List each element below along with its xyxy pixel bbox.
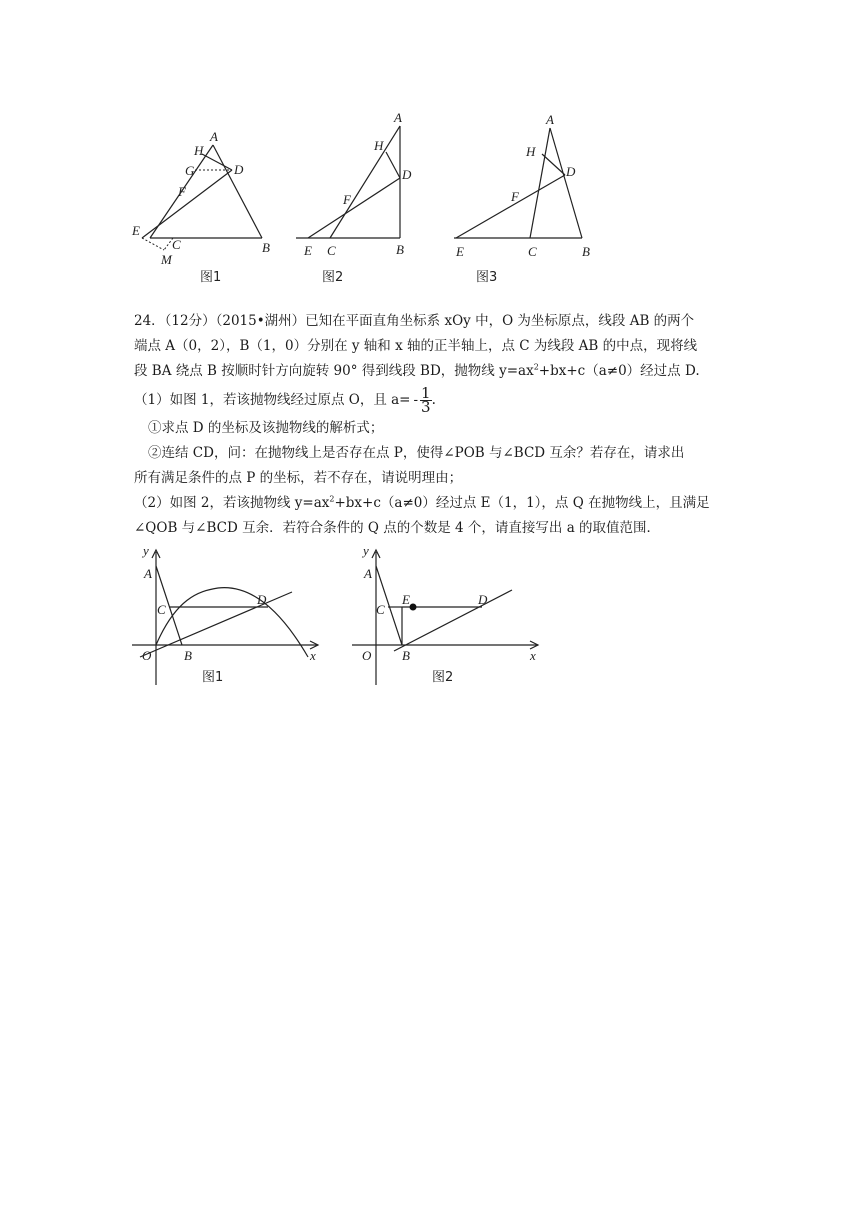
- label-y: y: [143, 543, 149, 558]
- top-figure-1: [128, 128, 278, 288]
- label-m: M: [161, 252, 172, 267]
- top-figure-2-svg: [290, 108, 420, 288]
- segment-ab-right: [213, 145, 262, 238]
- label-c: C: [157, 602, 166, 617]
- label-f: F: [343, 192, 351, 207]
- label-h: H: [526, 144, 536, 159]
- part-2-line-2: ∠QOB 与∠BCD 互余．若符合条件的 Q 点的个数是 4 个，请直接写出 a 的取值范围．: [134, 520, 661, 536]
- label-c: C: [528, 244, 537, 259]
- segment-hd: [202, 154, 232, 170]
- problem-text: [134, 309, 740, 541]
- segment-ed: [142, 170, 232, 238]
- label-c: C: [172, 237, 181, 252]
- label-d: D: [566, 164, 576, 179]
- label-c: C: [327, 243, 336, 258]
- sub-question-2-line-1: ②连结 CD，问：在抛物线上是否存在点 P，使得∠POB 与∠BCD 互余？若存在，请求出: [148, 445, 685, 461]
- line-bd: [394, 590, 512, 651]
- bottom-figure-2-svg: [348, 544, 548, 694]
- segment-ed: [456, 175, 565, 238]
- sub-question-1: ①求点 D 的坐标及该抛物线的解析式；: [148, 420, 384, 436]
- segment-hd: [386, 152, 400, 178]
- segment-ed: [308, 178, 400, 238]
- label-f: F: [178, 184, 186, 199]
- label-d: D: [478, 592, 488, 607]
- top-figure-3-svg: [448, 112, 608, 288]
- part-1-line: （1）如图 1，若该抛物线经过原点 O，且 a= - $\frac{1}{3}$ .: [134, 384, 436, 416]
- label-d: D: [257, 592, 267, 607]
- label-y: y: [363, 543, 369, 558]
- label-o: O: [362, 648, 372, 663]
- label-b: B: [184, 648, 192, 663]
- part-2-line-1: （2）如图 2，若该抛物线 $y=ax^2+bx+c(a\ne 0)$经过点 E（1，1），点 Q 在抛物线上，且满足: [134, 494, 710, 511]
- segment-hd: [542, 154, 565, 175]
- label-f: F: [511, 189, 519, 204]
- caption: 图2: [432, 670, 454, 685]
- caption: 图3: [476, 270, 498, 285]
- label-d: D: [234, 162, 244, 177]
- label-h: H: [194, 143, 204, 158]
- segment-ab: [330, 126, 400, 238]
- label-e: E: [402, 592, 410, 607]
- label-d: D: [402, 167, 412, 182]
- label-e: E: [456, 244, 464, 259]
- label-e: E: [304, 243, 312, 258]
- intro-line-3: 段 BA 绕点 B 按顺时针方向旋转 90° 得到线段 BD，抛物线 $y=ax^2+bx+c(a\ne 0)$经过点 D.: [134, 362, 700, 379]
- bottom-figure-2: [348, 544, 548, 694]
- label-a: A: [546, 112, 554, 127]
- fraction-one-third: $\frac{1}{3}$: [421, 384, 431, 416]
- label-e: E: [132, 223, 140, 238]
- intro-line-1: 24．（12分）（2015•湖州）已知在平面直角坐标系 xOy 中，O 为坐标原点，线段 AB 的两个: [134, 313, 695, 329]
- point-e: [410, 604, 417, 611]
- caption: 图2: [322, 270, 344, 285]
- label-x: x: [530, 648, 536, 663]
- segment-ab-right: [550, 128, 582, 238]
- label-g: G: [185, 163, 195, 178]
- parabola: [156, 588, 308, 657]
- bottom-figure-1: [128, 544, 328, 694]
- label-b: B: [582, 244, 590, 259]
- label-b: B: [402, 648, 410, 663]
- caption: 图1: [202, 670, 224, 685]
- label-a: A: [394, 110, 402, 125]
- caption: 图1: [200, 270, 222, 285]
- top-figure-3: [448, 112, 608, 288]
- label-a: A: [210, 129, 218, 144]
- bottom-figure-1-svg: [128, 544, 328, 694]
- intro-line-2: 端点 A（0，2），B（1，0）分别在 y 轴和 x 轴的正半轴上，点 C 为线段 AB 的中点，现将线: [134, 338, 698, 354]
- label-b: B: [262, 240, 270, 255]
- sub-question-2-line-2: 所有满足条件的点 P 的坐标，若不存在，请说明理由；: [134, 470, 463, 486]
- label-h: H: [374, 138, 384, 153]
- label-a: A: [364, 566, 372, 581]
- label-a: A: [144, 566, 152, 581]
- top-figure-2: [290, 108, 420, 288]
- label-x: x: [310, 648, 316, 663]
- label-c: C: [376, 602, 385, 617]
- top-figure-1-svg: [128, 128, 278, 288]
- dotted-em: [142, 238, 164, 250]
- label-b: B: [396, 242, 404, 257]
- label-o: O: [142, 648, 152, 663]
